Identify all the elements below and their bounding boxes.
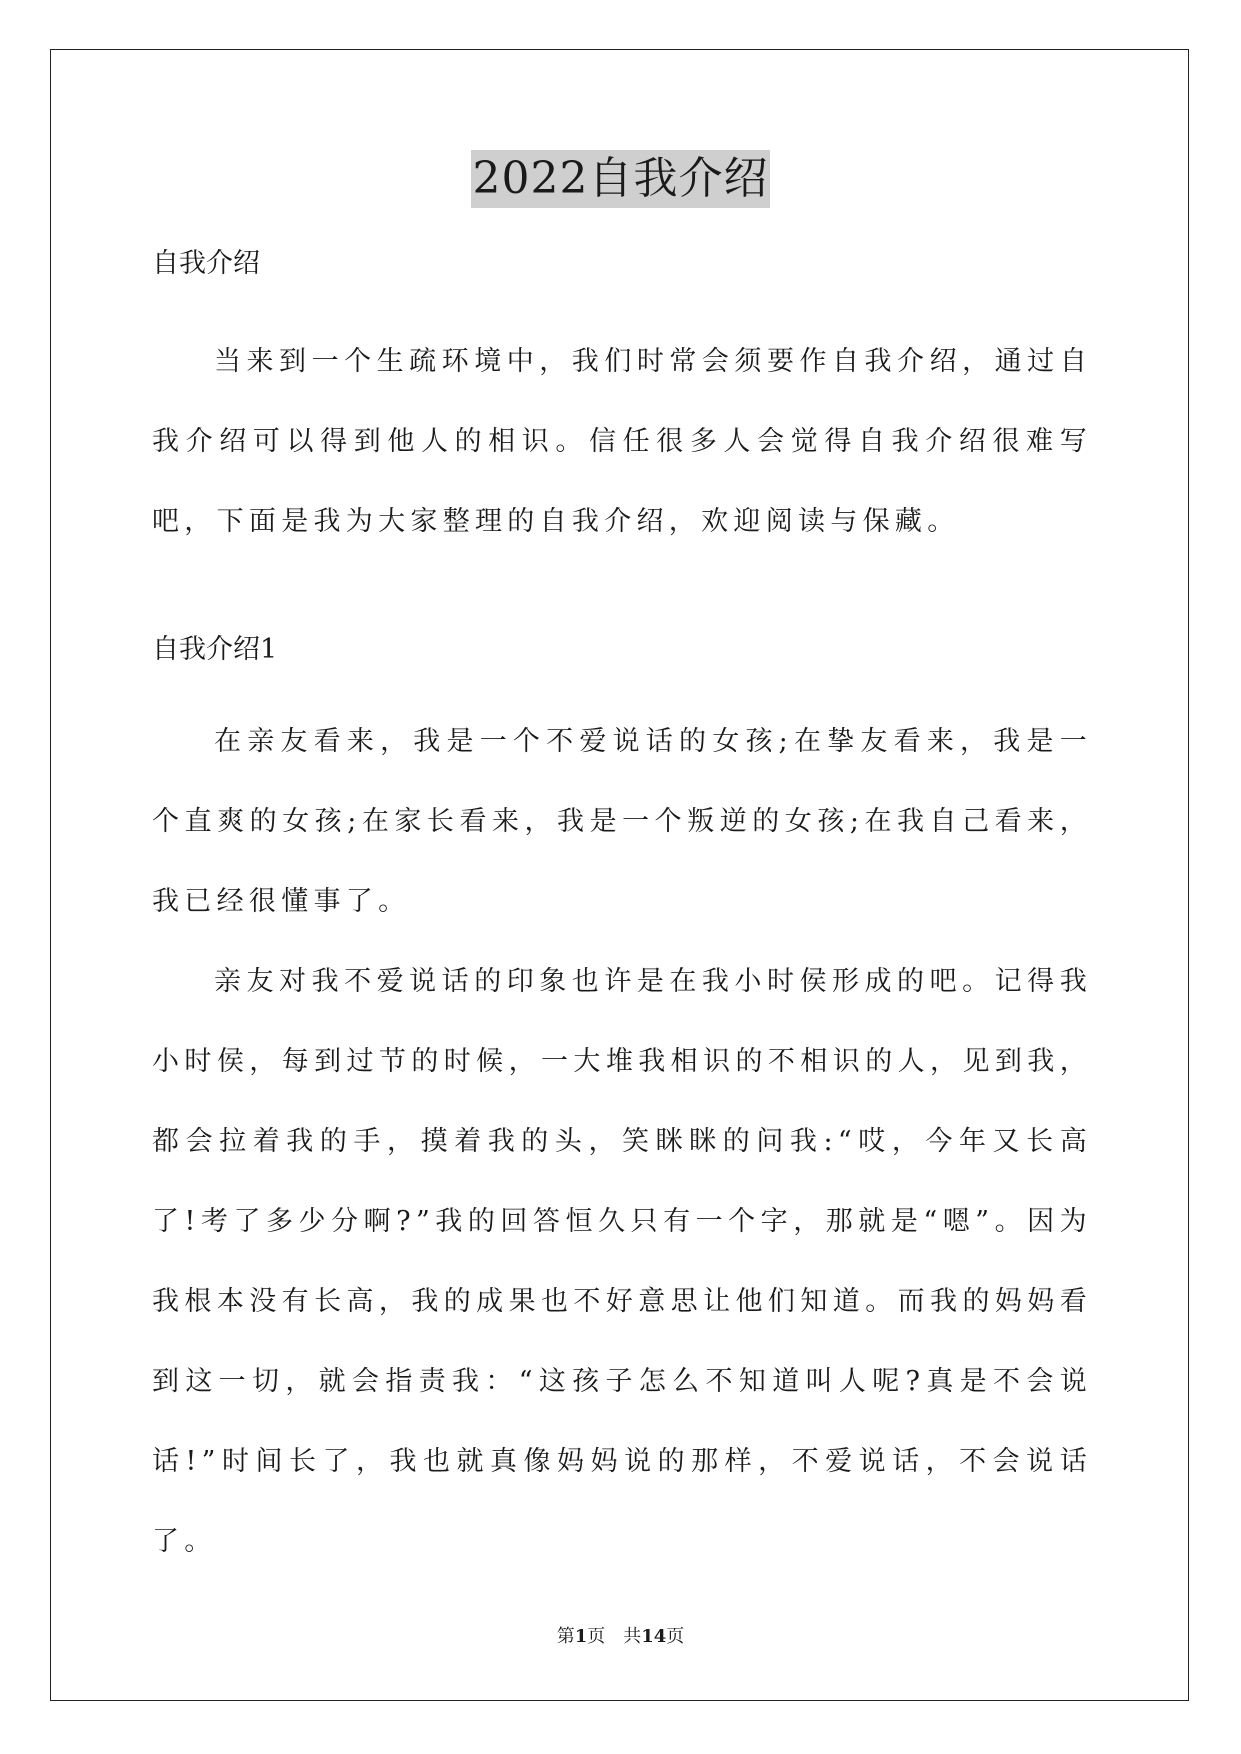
intro-heading: 自我介绍 (152, 248, 260, 279)
section1-paragraph-2: 亲友对我不爱说话的印象也许是在我小时侯形成的吧。记得我小时侯，每到过节的时候，一大堆我相识的不相识的人，见到我，都会拉着我的手，摸着我的头，笑眯眯的问我:“哎，今年又长高了!考了多少分啊?”我的回答恒久只有一个字，那就是“嗯”。因为我根本没有长高，我的成果也不好意思让他们知道。而我的妈妈看到这一切，就会指责我：“这孩子怎么不知道叫人呢?真是不会说话!”时间长了，我也就真像妈妈说的那样，不爱说话，不会说话了。 (152, 966, 1092, 1557)
section1-paragraph-1: 在亲友看来，我是一个不爱说话的女孩;在挚友看来，我是一个直爽的女孩;在家长看来，我是一个叛逆的女孩;在我自己看来，我已经很懂事了。 (152, 726, 1092, 917)
intro-paragraph: 当来到一个生疏环境中，我们时常会须要作自我介绍，通过自我介绍可以得到他人的相识。信任很多人会觉得自我介绍很难写吧，下面是我为大家整理的自我介绍，欢迎阅读与保藏。 (152, 346, 1092, 537)
document-title: 2022自我介绍 (471, 150, 771, 208)
page-prefix: 第 (556, 1626, 575, 1647)
section1-heading: 自我介绍1 (152, 634, 278, 665)
document-body (152, 244, 1092, 1582)
title-container (0, 150, 1241, 208)
page-footer (0, 1625, 1241, 1649)
current-page-number: 1 (574, 1626, 588, 1647)
page-suffix: 页 (666, 1626, 685, 1647)
page-mid: 页 共 (587, 1626, 642, 1647)
total-page-number: 14 (641, 1626, 667, 1647)
